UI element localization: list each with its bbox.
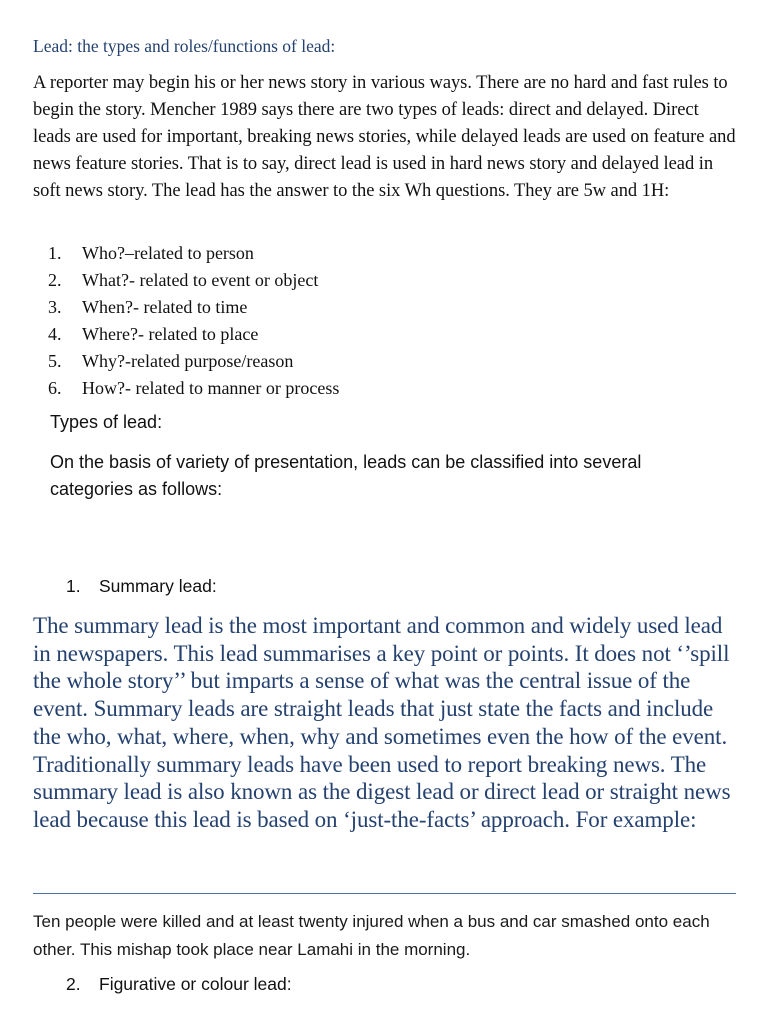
list-item-text: What?- related to event or object (82, 270, 319, 290)
list-item-number: 3. (48, 297, 62, 317)
list-item-text: Where?- related to place (82, 324, 259, 344)
list-item (48, 267, 339, 294)
list-item (48, 240, 339, 267)
summary-lead-heading (66, 576, 217, 597)
list-item (48, 375, 339, 402)
types-of-lead-label: Types of lead: (50, 412, 163, 432)
list-item-text: When?- related to time (82, 297, 248, 317)
list-item-text: How?- related to manner or process (82, 378, 340, 398)
list-item-text: Who?–related to person (82, 243, 254, 263)
section-divider (33, 893, 736, 894)
list-item-number: 1. (48, 243, 62, 263)
list-item-text: Summary lead: (99, 576, 217, 596)
example-paragraph: Ten people were killed and at least twenty injured when a bus and car smashed onto each other. This mishap took place near Lamahi in the morning. (33, 912, 710, 959)
list-item-number: 1. (66, 576, 81, 596)
list-item-number: 5. (48, 351, 62, 371)
document-heading: Lead: the types and roles/functions of lead: (33, 36, 336, 56)
list-item-number: 2. (66, 974, 81, 994)
list-item (48, 294, 339, 321)
wh-questions-list (48, 240, 339, 402)
intro-paragraph: A reporter may begin his or her news story in various ways. There are no hard and fast rules to begin the story. Mencher 1989 says there are two types of leads: direct and delayed. Direct leads are used for important, breaking news stories, while delayed leads are used on feature and news feature stories. That is to say, direct lead is used in hard news story and delayed lead in soft news story. The lead has the answer to the six Wh questions. They are 5w and 1H: (33, 73, 736, 201)
list-item (48, 348, 339, 375)
summary-lead-paragraph: The summary lead is the most important and common and widely used lead in newspapers. This lead summarises a key point or points. It does not ‘’spill the whole story’’ but imparts a sense of what was the central issue of the event. Summary leads are straight leads that just state the facts and include the who, what, where, when, why and sometimes even the how of the event. Traditionally summary leads have been used to report breaking news. The summary lead is also known as the digest lead or direct lead or straight news lead because this lead is based on ‘just-the-facts’ approach. For example: (33, 613, 731, 832)
list-item-number: 4. (48, 324, 62, 344)
figurative-lead-heading (66, 974, 292, 995)
list-item-text: Why?-related purpose/reason (82, 351, 294, 371)
list-item-text: Figurative or colour lead: (99, 974, 292, 994)
list-item-number: 6. (48, 378, 62, 398)
list-item (48, 321, 339, 348)
list-item-number: 2. (48, 270, 62, 290)
classification-paragraph: On the basis of variety of presentation, leads can be classified into several categories as follows: (50, 452, 642, 499)
